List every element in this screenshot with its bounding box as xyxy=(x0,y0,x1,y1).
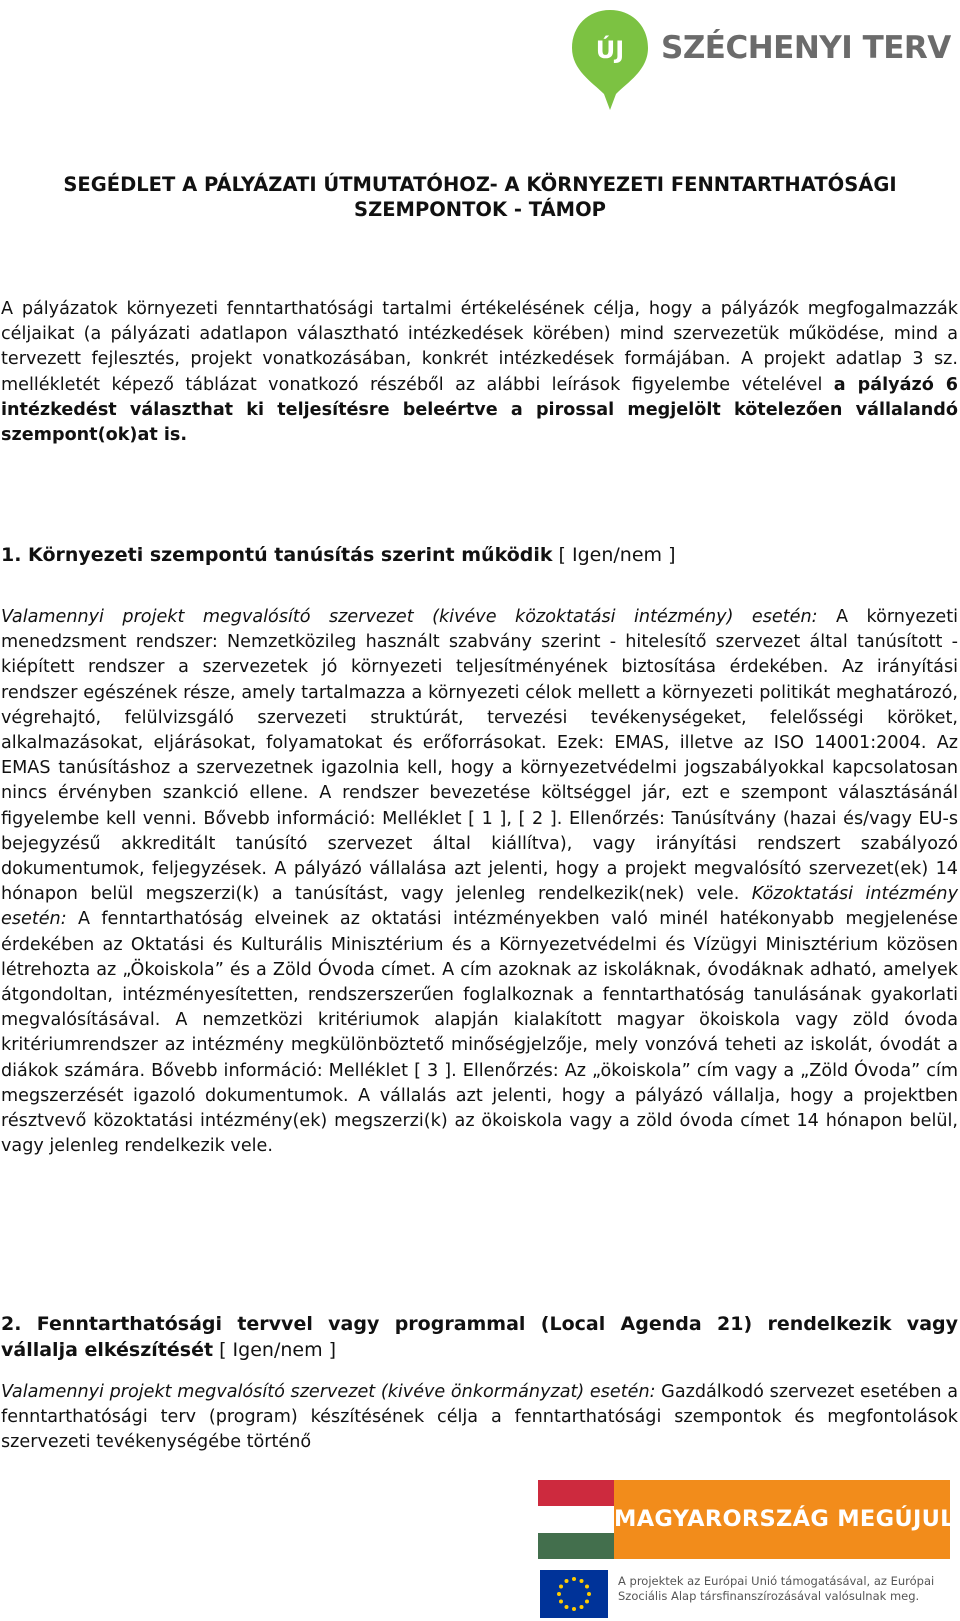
section-1-italic-lead: Valamennyi projekt megvalósító szervezet (kivéve közoktatási intézmény) esetén: xyxy=(1,607,818,627)
eu-star xyxy=(572,1607,576,1611)
magyarorszag-megujul-banner: MAGYARORSZÁG MEGÚJUL xyxy=(614,1480,950,1559)
section-2-text: Gazdálkodó szervezet esetében a fenntarthatósági terv (program) készítésének célja a fenntarthatósági szempontok és megfontolások szervezeti tevékenységébe történő xyxy=(1,1382,958,1453)
szechenyi-terv-logo xyxy=(568,8,951,118)
eu-star xyxy=(580,1605,584,1609)
eu-star xyxy=(565,1579,569,1583)
eu-star xyxy=(559,1585,563,1589)
eu-star xyxy=(557,1592,561,1596)
document-title xyxy=(0,172,960,222)
footer-banner xyxy=(538,1480,955,1621)
section-1-heading-text: 1. Környezeti szempontú tanúsítás szerint működik xyxy=(1,544,553,566)
section-1-text-b: A fenntarthatóság elveinek az oktatási intézményekben való minél hatékonyabb megjelenése érdekében az Oktatási és Kulturális Minisztérium és a Környezetvédelmi és Vízügyi Minisztérium közösen létrehozta az „Ökoiskola” és a Zöld Óvoda címet. A cím azoknak az iskoláknak, óvodáknak adható, amelyek átgondoltan, intézményesítetten, rendszerszerűen foglalkoznak a fenntarthatóság tanulásának gyakorlati megvalósításával. A nemzetközi kritériumok alapján kialakított magyar ökoiskola vagy zöld óvoda kritériumrendszer az intézmény megkülönböztető minőségjelzője, mely vonzóvá teheti az iskolát, óvodát a diákok számára. Bővebb információ: Melléklet [ 3 ]. Ellenőrzés: Az „ökoiskola” cím vagy a „Zöld Óvoda” cím megszerzését igazoló dokumentumok. A vállalás azt jelenti, hogy a pályázó vállalja, hogy a projektben résztvevő közoktatási intézmény(ek) megszerzi(k) az ökoiskola vagy a zöld óvoda címet 14 hónapon belül, vagy jelenleg rendelkezik vele. xyxy=(1,909,958,1157)
location-pin-icon xyxy=(568,8,652,112)
section-2-italic-lead: Valamennyi projekt megvalósító szervezet (kivéve önkormányzat) esetén: xyxy=(1,1382,656,1402)
section-1-text-a: A környezeti menedzsment rendszer: Nemzetközileg használt szabvány szerint - hitelesítő szervezet által tanúsított - kiépített rendszer a szervezetek jó környezeti teljesítményének biztosítása érdekében. Az irányítási rendszer egészének része, amely tartalmazza a környezeti célok mellett a környezeti politikát meghatározó, végrehajtó, felülvizsgáló szervezeti struktúrát, tervezési tevékenységeket, felelősségi köröket, alkalmazásokat, eljárásokat, folyamatokat és erőforrásokat. Ezek: EMAS, illetve az ISO 14001:2004. Az EMAS tanúsításhoz a szervezetnek igazolnia kell, hogy a környezetvédelmi jogszabályokkal kapcsolatosan nincs érvényben szankció ellene. A rendszer bevezetése költséggel jár, ezt e szempont választásánál figyelembe kell venni. Bővebb információ: Melléklet [ 1 ], [ 2 ]. Ellenőrzés: Tanúsítvány (hazai és/vagy EU-s bejegyzésű akkreditált tanúsító szervezet által kiállítva), vagy irányítási rendszert szabályozó dokumentumok, feljegyzések. A pályázó vállalása azt jelenti, hogy a projekt megvalósító szervezet(ek) 14 hónapon belül megszerzi(k) a tanúsítást, vagy jelenleg rendelkezik(nek) vele. xyxy=(1,607,958,905)
eu-star xyxy=(559,1600,563,1604)
section-2-heading-tail: [ Igen/nem ] xyxy=(213,1338,337,1361)
eu-star xyxy=(587,1592,591,1596)
intro-bold-text: a pályázó 6 intézkedést választhat ki teljesítésre beleértve a pirossal megjelölt kötelezően vállalandó szempont(ok)at is. xyxy=(1,374,959,446)
section-2-paragraph xyxy=(1,1380,958,1456)
logo-pin-text: ÚJ xyxy=(595,36,625,64)
section-1-heading-tail: [ Igen/nem ] xyxy=(552,544,676,566)
logo-wordmark: SZÉCHENYI TERV xyxy=(661,30,951,66)
eu-star xyxy=(580,1579,584,1583)
eu-star xyxy=(572,1577,576,1581)
section-2-heading-text: 2. Fenntarthatósági tervvel vagy programmal (Local Agenda 21) rendelkezik vagy vállalja elkészítését xyxy=(1,1313,958,1361)
eu-star xyxy=(565,1605,569,1609)
title-line-2: SZEMPONTOK - TÁMOP xyxy=(354,198,606,221)
section-2-heading xyxy=(1,1312,958,1363)
eu-flag-icon xyxy=(540,1570,608,1618)
section-1-heading xyxy=(1,544,675,566)
eu-funding-row xyxy=(538,1568,950,1621)
eu-star xyxy=(585,1585,589,1589)
eu-star xyxy=(585,1600,589,1604)
hungarian-flag-icon xyxy=(538,1480,614,1559)
section-1-italic-mid: Közoktatási intézmény esetén: xyxy=(1,884,958,930)
title-line-1: SEGÉDLET A PÁLYÁZATI ÚTMUTATÓHOZ- A KÖRNYEZETI FENNTARTHATÓSÁGI xyxy=(63,173,897,196)
intro-text: A pályázatok környezeti fenntarthatósági tartalmi értékelésének célja, hogy a pályázók megfogalmazzák céljaikat (a pályázati adatlapon választható intézkedések körében) mind szervezetük működése, mind a tervezett fejlesztés, projekt vonatkozásában, konkrét intézkedések formájában. A projekt adatlap 3 sz. mellékletét képező táblázat vonatkozó részéből az alábbi leírások figyelembe vételével xyxy=(1,299,958,395)
intro-paragraph xyxy=(1,297,958,448)
section-1-paragraph xyxy=(1,605,958,1159)
eu-funding-text: A projektek az Európai Unió támogatásával, az Európai Szociális Alap társfinanszírozásával valósulnak meg. xyxy=(618,1574,935,1603)
